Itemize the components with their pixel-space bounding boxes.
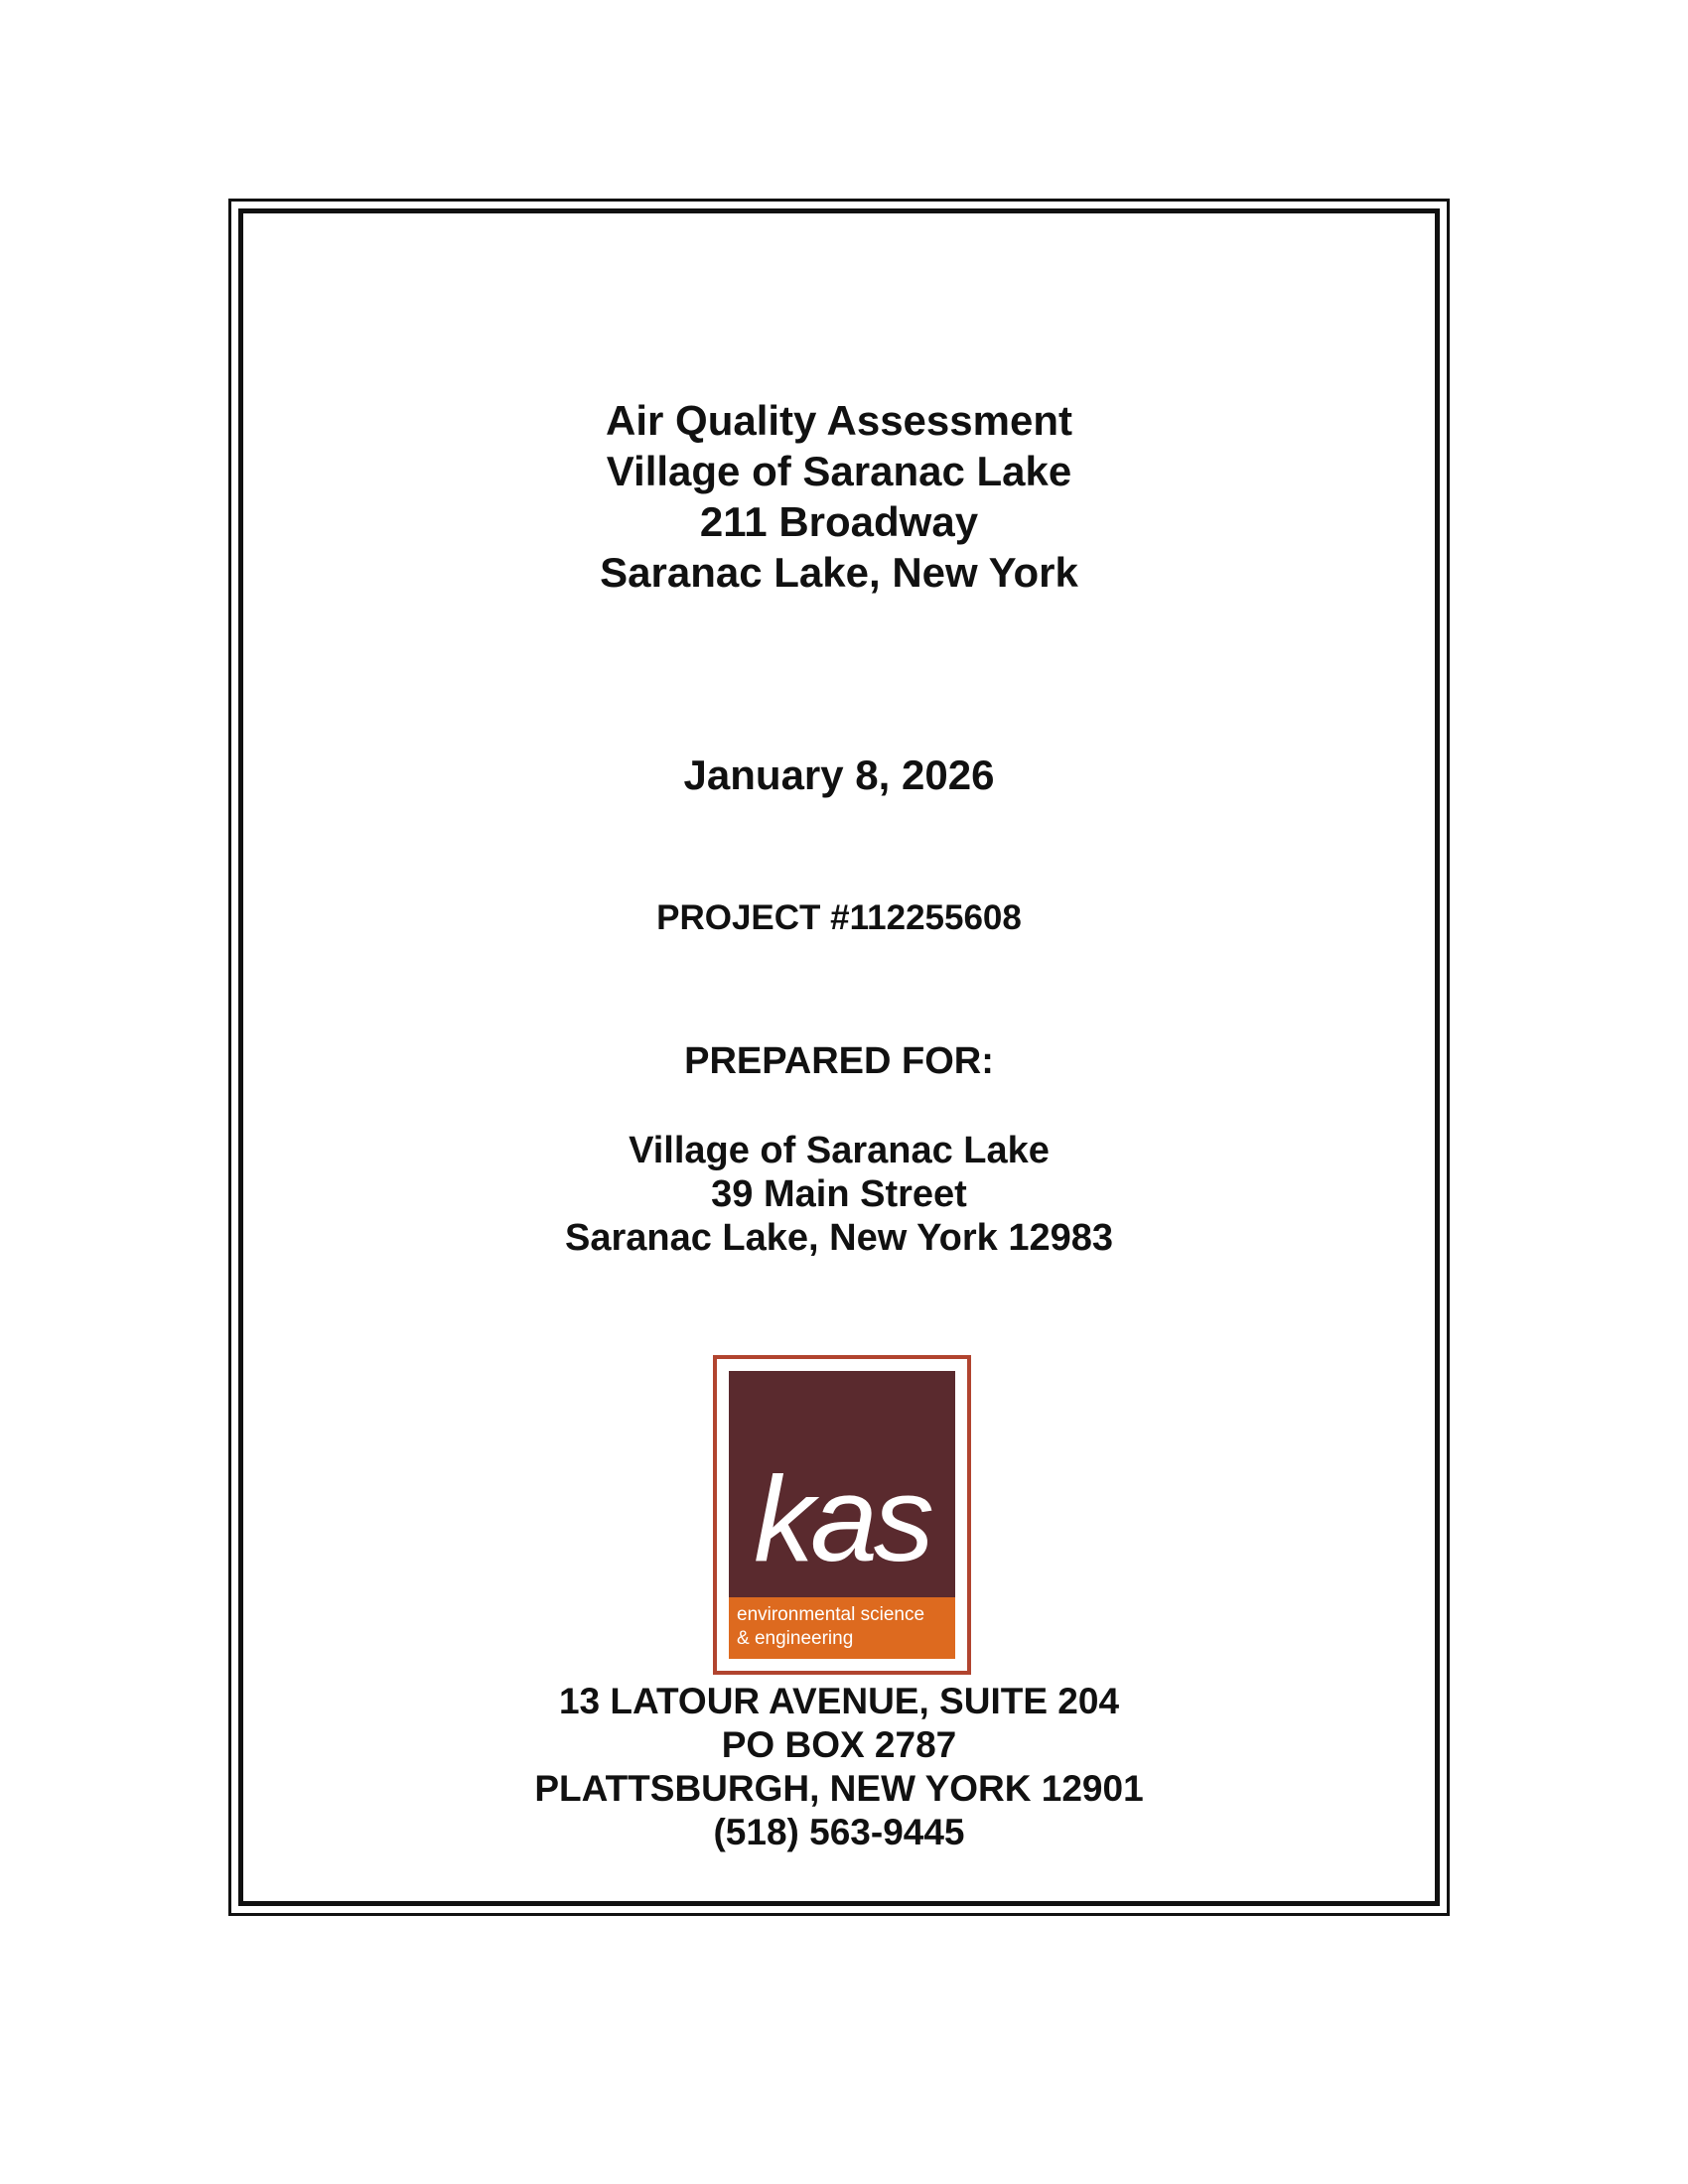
logo-tagline-band <box>729 1597 955 1659</box>
logo-background <box>729 1371 955 1659</box>
kas-logo <box>713 1355 971 1675</box>
client-city: Saranac Lake, New York 12983 <box>564 1217 1114 1259</box>
project-number: PROJECT #112255608 <box>656 898 1022 937</box>
report-subtitle-street: 211 Broadway <box>699 498 979 545</box>
company-phone: (518) 563-9445 <box>713 1812 965 1852</box>
logo-wordmark: kas <box>754 1451 930 1586</box>
client-name: Village of Saranac Lake <box>629 1130 1050 1171</box>
client-street: 39 Main Street <box>711 1173 967 1215</box>
company-city: PLATTSBURGH, NEW YORK 12901 <box>534 1768 1144 1809</box>
report-subtitle-city: Saranac Lake, New York <box>600 549 1078 596</box>
company-street: 13 LATOUR AVENUE, SUITE 204 <box>558 1681 1120 1721</box>
logo-tagline-line1: environmental science <box>737 1604 925 1625</box>
report-title: Air Quality Assessment <box>606 397 1072 444</box>
report-subtitle-village: Village of Saranac Lake <box>606 448 1072 494</box>
logo-tagline-line2: & engineering <box>737 1628 854 1649</box>
report-date: January 8, 2026 <box>683 751 995 798</box>
company-po-box: PO BOX 2787 <box>721 1724 957 1765</box>
prepared-for-label: PREPARED FOR: <box>684 1040 994 1082</box>
